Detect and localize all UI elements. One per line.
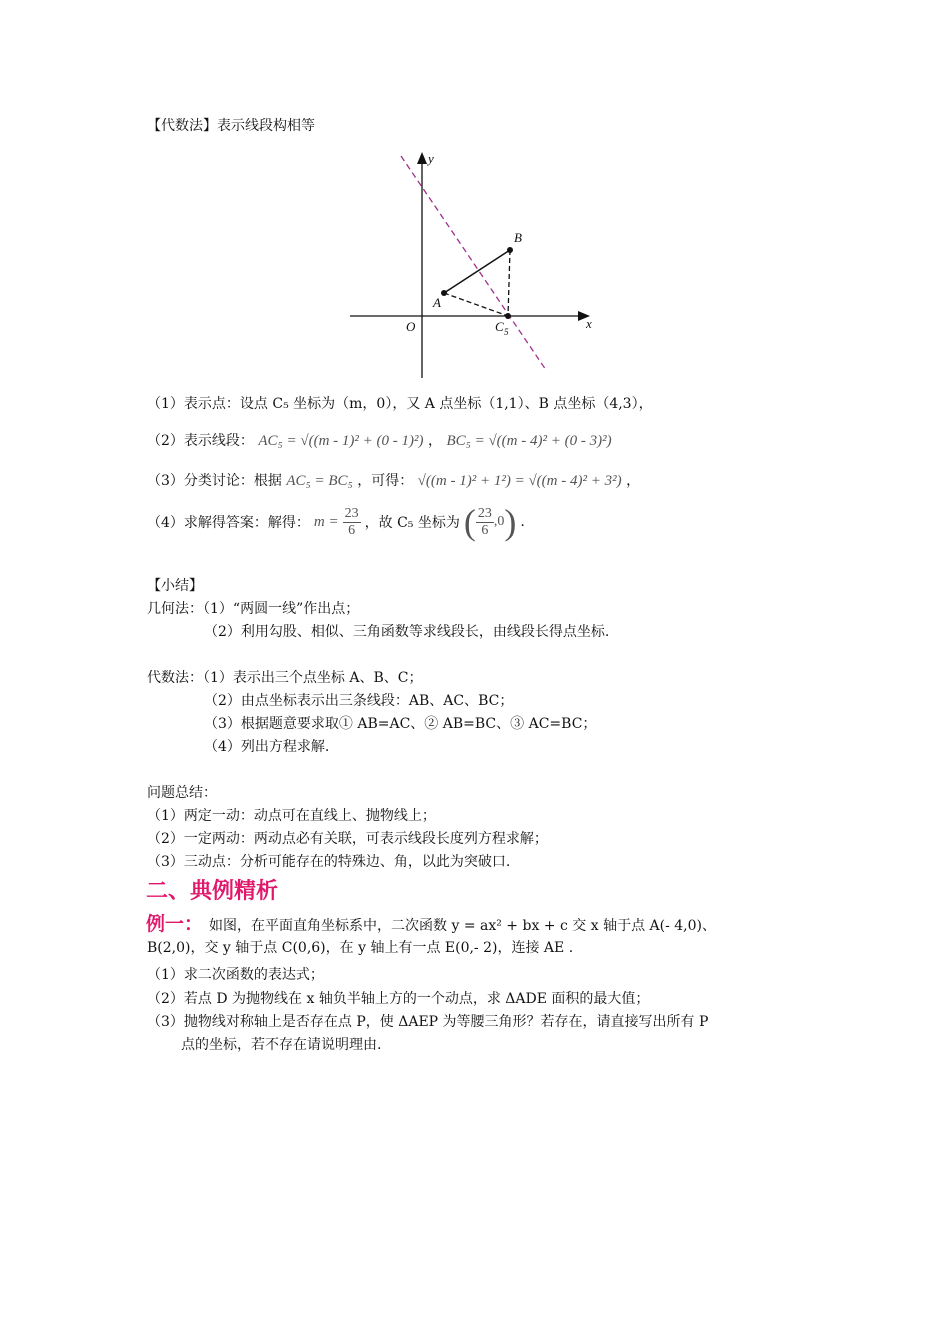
point-a-dot [441, 290, 447, 296]
step-4-numerator: 23 [344, 505, 359, 521]
algebra-method-3: （3）根据题意要求取① AB=AC、② AB=BC、③ AC=BC； [204, 716, 597, 732]
y-axis-arrow-icon [417, 152, 427, 164]
origin-label: O [406, 319, 416, 334]
step-4-label: （4）求解得答案：解得： [147, 515, 310, 531]
step-4-tail: ,0 [493, 514, 505, 529]
point-c-subscript: 5 [504, 327, 509, 337]
y-axis-label: y [428, 151, 434, 166]
step-4-fraction [343, 506, 361, 539]
problem-summary-1: （1）两定一动：动点可在直线上、抛物线上； [147, 808, 436, 824]
point-c5-dot [505, 313, 511, 319]
step-1: （1）表示点：设点 C₅ 坐标为（m，0），又 A 点坐标（1,1）、B 点坐标（4,3）， [147, 396, 653, 412]
algebra-method-2: （2）由点坐标表示出三条线段：AB、AC、BC； [204, 693, 514, 709]
geometry-method-1: 几何法：（1）“两圆一线”作出点； [147, 601, 360, 617]
step-2-sep: ， [427, 433, 442, 449]
step-2-bc-formula: BC₅ = √((m - 4)² + (0 - 3)²) [446, 433, 612, 449]
problem-summary-title: 问题总结： [147, 785, 217, 801]
summary-title: 【小结】 [147, 578, 203, 594]
problem-summary-2: （2）一定两动：两动点必有关联，可表示线段长度列方程求解； [147, 831, 548, 847]
step-4-mid: ，故 C₅ 坐标为 [364, 515, 460, 531]
question-3: （3）抛物线对称轴上是否存在点 P，使 ΔAEP 为等腰三角形？若存在，请直接写出所有 P [147, 1014, 709, 1030]
example-text-1: 如图，在平面直角坐标系中，二次函数 y = ax² + bx + c 交 x 轴于点 A(- 4,0)、 [209, 918, 716, 934]
segment-bc5 [508, 250, 510, 316]
question-2: （2）若点 D 为抛物线在 x 轴负半轴上方的一个动点，求 ΔADE 面积的最大值； [147, 991, 650, 1007]
point-a-label: A [433, 295, 441, 310]
step-4-denominator-2: 6 [481, 522, 489, 538]
step-2-label: （2）表示线段： [147, 433, 254, 449]
step-3 [147, 472, 640, 490]
step-3-equation: √((m - 1)² + 1²) = √((m - 4)² + 3²) [417, 473, 622, 489]
coordinate-figure [340, 148, 600, 383]
left-paren-icon: ( [463, 502, 476, 542]
right-paren-icon: ) [504, 502, 517, 542]
geometry-method-2: （2）利用勾股、相似、三角函数等求线段长，由线段长得点坐标. [204, 624, 610, 640]
point-b-dot [507, 247, 513, 253]
algebra-method-title: 【代数法】表示线段构相等 [147, 118, 315, 134]
question-1: （1）求二次函数的表达式； [147, 967, 324, 983]
step-4-denominator: 6 [348, 522, 356, 538]
point-c-label: C [495, 319, 504, 334]
x-axis-label: x [586, 316, 592, 331]
step-2-ac-formula: AC₅ = √((m - 1)² + (0 - 1)²) [258, 433, 424, 449]
example-title: 例一： [146, 913, 204, 935]
segment-ab [444, 250, 510, 293]
perpendicular-bisector [401, 156, 546, 370]
point-b-label: B [514, 230, 522, 245]
step-3-end: ， [626, 473, 641, 489]
step-4-fraction-2 [476, 506, 494, 539]
segment-ac5 [444, 293, 508, 316]
step-3-label: （3）分类讨论：根据 [147, 473, 282, 489]
algebra-method-4: （4）列出方程求解. [204, 739, 330, 755]
problem-summary-3: （3）三动点：分析可能存在的特殊边、角，以此为突破口. [147, 854, 511, 870]
step-3-mid: ，可得： [357, 473, 414, 489]
step-3-condition: AC₅ = BC₅ [286, 473, 353, 489]
question-3-continued: 点的坐标，若不存在请说明理由. [181, 1037, 382, 1053]
step-2 [147, 432, 612, 450]
step-4-coordinate [464, 504, 517, 540]
example-line-1 [146, 909, 716, 936]
example-line-2: B(2,0)，交 y 轴于点 C(0,6)，在 y 轴上有一点 E(0,- 2)，连接 AE . [147, 940, 574, 956]
step-4-end: . [520, 514, 525, 530]
algebra-method-1: 代数法：（1）表示出三个点坐标 A、B、C； [147, 670, 423, 686]
step-4-m: m = [313, 513, 339, 530]
section-heading: 二、典例精析 [146, 878, 279, 904]
step-4-numerator-2: 23 [477, 505, 492, 521]
step-4 [147, 504, 525, 540]
